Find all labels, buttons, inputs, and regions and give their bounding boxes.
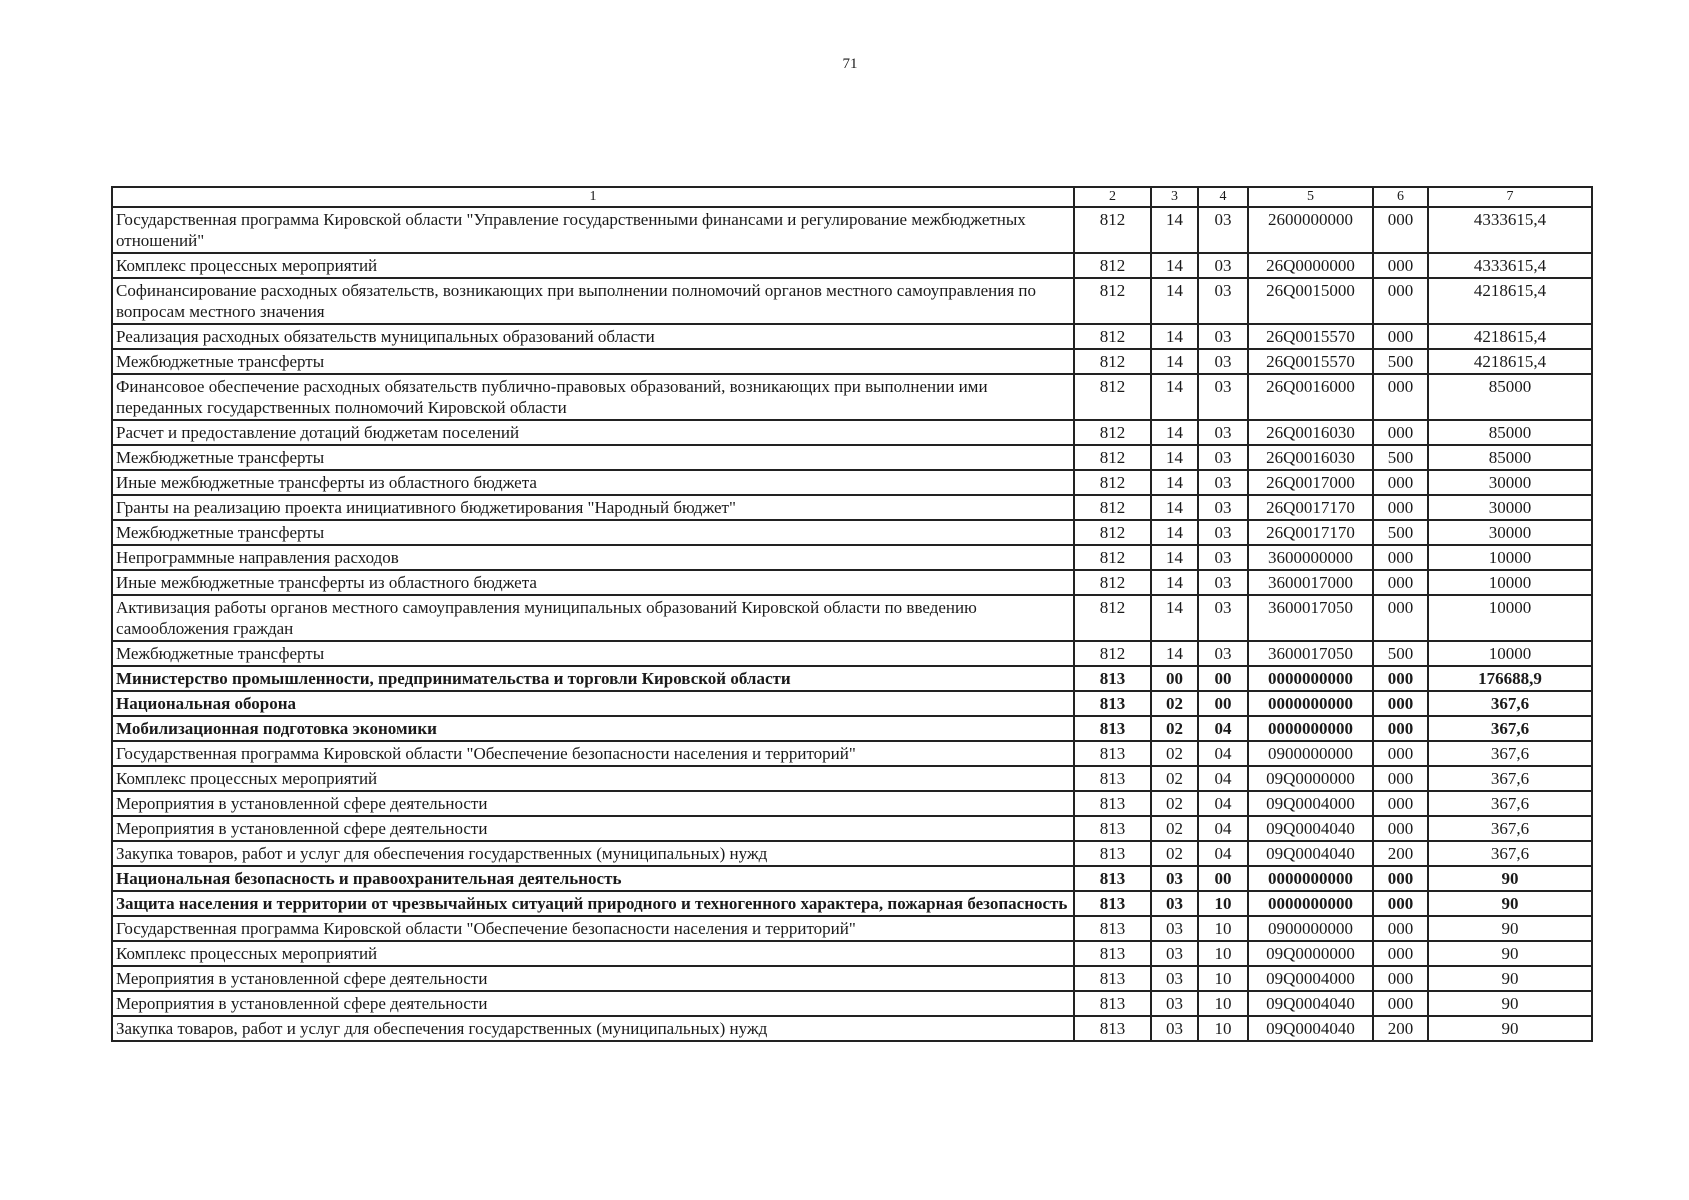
chapter-code-cell: 812: [1074, 420, 1151, 445]
target-article-cell: 3600017050: [1248, 595, 1373, 641]
chapter-code-cell: 812: [1074, 374, 1151, 420]
chapter-code-cell: 813: [1074, 916, 1151, 941]
subsection-code-cell: 03: [1198, 570, 1248, 595]
section-code-cell: 02: [1151, 691, 1198, 716]
row-name-cell: Государственная программа Кировской области "Управление государственными финансами и регулирование межбюджетных отношений": [112, 207, 1074, 253]
row-name-cell: Мероприятия в установленной сфере деятельности: [112, 991, 1074, 1016]
table-row: [112, 374, 1592, 420]
chapter-code-cell: 812: [1074, 324, 1151, 349]
subsection-code-cell: 10: [1198, 916, 1248, 941]
section-code-cell: 14: [1151, 570, 1198, 595]
target-article-cell: 26Q0015570: [1248, 324, 1373, 349]
subsection-code-cell: 10: [1198, 941, 1248, 966]
table-row: [112, 991, 1592, 1016]
amount-cell: 4218615,4: [1428, 349, 1592, 374]
section-code-cell: 03: [1151, 866, 1198, 891]
table-row: [112, 816, 1592, 841]
section-code-cell: 03: [1151, 966, 1198, 991]
target-article-cell: 26Q0016030: [1248, 445, 1373, 470]
table-row: [112, 766, 1592, 791]
row-name-cell: Реализация расходных обязательств муниципальных образований области: [112, 324, 1074, 349]
expense-type-cell: 000: [1373, 716, 1428, 741]
subsection-code-cell: 03: [1198, 595, 1248, 641]
subsection-code-cell: 00: [1198, 866, 1248, 891]
header-cell: 1: [112, 187, 1074, 207]
expense-type-cell: 500: [1373, 349, 1428, 374]
chapter-code-cell: 813: [1074, 766, 1151, 791]
table-row: [112, 891, 1592, 916]
subsection-code-cell: 03: [1198, 470, 1248, 495]
section-code-cell: 02: [1151, 716, 1198, 741]
row-name-cell: Закупка товаров, работ и услуг для обеспечения государственных (муниципальных) нужд: [112, 841, 1074, 866]
target-article-cell: 26Q0017000: [1248, 470, 1373, 495]
chapter-code-cell: 813: [1074, 691, 1151, 716]
expense-type-cell: 000: [1373, 207, 1428, 253]
section-code-cell: 14: [1151, 374, 1198, 420]
table-row: [112, 520, 1592, 545]
target-article-cell: 0000000000: [1248, 891, 1373, 916]
table-row: [112, 941, 1592, 966]
header-row: [112, 187, 1592, 207]
subsection-code-cell: 03: [1198, 374, 1248, 420]
section-code-cell: 03: [1151, 916, 1198, 941]
table-row: [112, 666, 1592, 691]
row-name-cell: Непрограммные направления расходов: [112, 545, 1074, 570]
section-code-cell: 14: [1151, 420, 1198, 445]
section-code-cell: 14: [1151, 324, 1198, 349]
expense-type-cell: 000: [1373, 374, 1428, 420]
table-row: [112, 278, 1592, 324]
amount-cell: 90: [1428, 916, 1592, 941]
table-row: [112, 470, 1592, 495]
section-code-cell: 02: [1151, 841, 1198, 866]
subsection-code-cell: 04: [1198, 841, 1248, 866]
expense-type-cell: 500: [1373, 641, 1428, 666]
amount-cell: 90: [1428, 966, 1592, 991]
target-article-cell: 26Q0016000: [1248, 374, 1373, 420]
table-row: [112, 495, 1592, 520]
chapter-code-cell: 813: [1074, 791, 1151, 816]
amount-cell: 30000: [1428, 470, 1592, 495]
expense-type-cell: 000: [1373, 470, 1428, 495]
header-cell: 4: [1198, 187, 1248, 207]
target-article-cell: 09Q0004040: [1248, 991, 1373, 1016]
target-article-cell: 26Q0015000: [1248, 278, 1373, 324]
expense-type-cell: 000: [1373, 420, 1428, 445]
target-article-cell: 0000000000: [1248, 716, 1373, 741]
budget-table: [111, 186, 1593, 1042]
section-code-cell: 14: [1151, 207, 1198, 253]
target-article-cell: 09Q0004000: [1248, 966, 1373, 991]
row-name-cell: Финансовое обеспечение расходных обязательств публично-правовых образований, возникающих при выполнении ими переданных государственных полномочий Кировской области: [112, 374, 1074, 420]
row-name-cell: Защита населения и территории от чрезвычайных ситуаций природного и техногенного характера, пожарная безопасность: [112, 891, 1074, 916]
amount-cell: 367,6: [1428, 816, 1592, 841]
header-cell: 6: [1373, 187, 1428, 207]
chapter-code-cell: 813: [1074, 1016, 1151, 1041]
target-article-cell: 0000000000: [1248, 691, 1373, 716]
amount-cell: 90: [1428, 991, 1592, 1016]
subsection-code-cell: 03: [1198, 207, 1248, 253]
table-row: [112, 207, 1592, 253]
row-name-cell: Активизация работы органов местного самоуправления муниципальных образований Кировской области по введению самообложения граждан: [112, 595, 1074, 641]
amount-cell: 90: [1428, 866, 1592, 891]
table-row: [112, 641, 1592, 666]
subsection-code-cell: 10: [1198, 1016, 1248, 1041]
subsection-code-cell: 03: [1198, 495, 1248, 520]
expense-type-cell: 000: [1373, 545, 1428, 570]
chapter-code-cell: 812: [1074, 253, 1151, 278]
chapter-code-cell: 812: [1074, 495, 1151, 520]
subsection-code-cell: 04: [1198, 816, 1248, 841]
section-code-cell: 14: [1151, 641, 1198, 666]
amount-cell: 85000: [1428, 374, 1592, 420]
section-code-cell: 14: [1151, 495, 1198, 520]
table-row: [112, 324, 1592, 349]
row-name-cell: Государственная программа Кировской области "Обеспечение безопасности населения и территорий": [112, 741, 1074, 766]
amount-cell: 30000: [1428, 495, 1592, 520]
page-number: 71: [842, 56, 858, 72]
row-name-cell: Комплекс процессных мероприятий: [112, 766, 1074, 791]
table-row: [112, 691, 1592, 716]
expense-type-cell: 000: [1373, 891, 1428, 916]
amount-cell: 10000: [1428, 641, 1592, 666]
expense-type-cell: 200: [1373, 1016, 1428, 1041]
chapter-code-cell: 813: [1074, 716, 1151, 741]
section-code-cell: 14: [1151, 470, 1198, 495]
amount-cell: 10000: [1428, 570, 1592, 595]
section-code-cell: 03: [1151, 1016, 1198, 1041]
row-name-cell: Межбюджетные трансферты: [112, 445, 1074, 470]
amount-cell: 90: [1428, 891, 1592, 916]
table-row: [112, 595, 1592, 641]
section-code-cell: 03: [1151, 891, 1198, 916]
amount-cell: 4218615,4: [1428, 324, 1592, 349]
row-name-cell: Закупка товаров, работ и услуг для обеспечения государственных (муниципальных) нужд: [112, 1016, 1074, 1041]
row-name-cell: Гранты на реализацию проекта инициативного бюджетирования "Народный бюджет": [112, 495, 1074, 520]
table-row: [112, 791, 1592, 816]
amount-cell: 10000: [1428, 595, 1592, 641]
amount-cell: 4333615,4: [1428, 253, 1592, 278]
table-row: [112, 866, 1592, 891]
row-name-cell: Министерство промышленности, предпринимательства и торговли Кировской области: [112, 666, 1074, 691]
section-code-cell: 14: [1151, 595, 1198, 641]
amount-cell: 90: [1428, 1016, 1592, 1041]
header-cell: 2: [1074, 187, 1151, 207]
target-article-cell: 3600000000: [1248, 545, 1373, 570]
header-cell: 7: [1428, 187, 1592, 207]
expense-type-cell: 000: [1373, 791, 1428, 816]
table-row: [112, 570, 1592, 595]
subsection-code-cell: 03: [1198, 445, 1248, 470]
row-name-cell: Государственная программа Кировской области "Обеспечение безопасности населения и территорий": [112, 916, 1074, 941]
row-name-cell: Иные межбюджетные трансферты из областного бюджета: [112, 570, 1074, 595]
target-article-cell: 09Q0000000: [1248, 941, 1373, 966]
subsection-code-cell: 04: [1198, 741, 1248, 766]
row-name-cell: Национальная безопасность и правоохранительная деятельность: [112, 866, 1074, 891]
table-row: [112, 253, 1592, 278]
target-article-cell: 26Q0017170: [1248, 495, 1373, 520]
chapter-code-cell: 813: [1074, 866, 1151, 891]
row-name-cell: Комплекс процессных мероприятий: [112, 941, 1074, 966]
expense-type-cell: 000: [1373, 666, 1428, 691]
subsection-code-cell: 03: [1198, 420, 1248, 445]
subsection-code-cell: 03: [1198, 349, 1248, 374]
amount-cell: 176688,9: [1428, 666, 1592, 691]
section-code-cell: 02: [1151, 816, 1198, 841]
expense-type-cell: 000: [1373, 570, 1428, 595]
target-article-cell: 09Q0004040: [1248, 816, 1373, 841]
subsection-code-cell: 00: [1198, 666, 1248, 691]
subsection-code-cell: 10: [1198, 966, 1248, 991]
expense-type-cell: 000: [1373, 816, 1428, 841]
chapter-code-cell: 813: [1074, 991, 1151, 1016]
chapter-code-cell: 812: [1074, 570, 1151, 595]
chapter-code-cell: 812: [1074, 520, 1151, 545]
amount-cell: 367,6: [1428, 791, 1592, 816]
amount-cell: 367,6: [1428, 841, 1592, 866]
subsection-code-cell: 10: [1198, 891, 1248, 916]
expense-type-cell: 000: [1373, 966, 1428, 991]
target-article-cell: 26Q0015570: [1248, 349, 1373, 374]
chapter-code-cell: 813: [1074, 841, 1151, 866]
expense-type-cell: 000: [1373, 941, 1428, 966]
amount-cell: 367,6: [1428, 716, 1592, 741]
target-article-cell: 09Q0000000: [1248, 766, 1373, 791]
chapter-code-cell: 812: [1074, 595, 1151, 641]
subsection-code-cell: 03: [1198, 253, 1248, 278]
amount-cell: 90: [1428, 941, 1592, 966]
subsection-code-cell: 03: [1198, 278, 1248, 324]
expense-type-cell: 000: [1373, 766, 1428, 791]
section-code-cell: 00: [1151, 666, 1198, 691]
amount-cell: 4333615,4: [1428, 207, 1592, 253]
chapter-code-cell: 813: [1074, 741, 1151, 766]
row-name-cell: Мероприятия в установленной сфере деятельности: [112, 791, 1074, 816]
row-name-cell: Межбюджетные трансферты: [112, 520, 1074, 545]
section-code-cell: 02: [1151, 766, 1198, 791]
expense-type-cell: 000: [1373, 595, 1428, 641]
expense-type-cell: 000: [1373, 866, 1428, 891]
target-article-cell: 09Q0004040: [1248, 1016, 1373, 1041]
amount-cell: 367,6: [1428, 766, 1592, 791]
subsection-code-cell: 04: [1198, 766, 1248, 791]
section-code-cell: 02: [1151, 741, 1198, 766]
subsection-code-cell: 00: [1198, 691, 1248, 716]
row-name-cell: Мероприятия в установленной сфере деятельности: [112, 966, 1074, 991]
row-name-cell: Межбюджетные трансферты: [112, 349, 1074, 374]
chapter-code-cell: 813: [1074, 816, 1151, 841]
expense-type-cell: 000: [1373, 991, 1428, 1016]
table-row: [112, 716, 1592, 741]
table-row: [112, 1016, 1592, 1041]
chapter-code-cell: 813: [1074, 666, 1151, 691]
target-article-cell: 09Q0004040: [1248, 841, 1373, 866]
subsection-code-cell: 03: [1198, 641, 1248, 666]
expense-type-cell: 500: [1373, 520, 1428, 545]
section-code-cell: 03: [1151, 991, 1198, 1016]
chapter-code-cell: 812: [1074, 470, 1151, 495]
header-cell: 5: [1248, 187, 1373, 207]
chapter-code-cell: 813: [1074, 891, 1151, 916]
amount-cell: 85000: [1428, 445, 1592, 470]
target-article-cell: 26Q0017170: [1248, 520, 1373, 545]
table-row: [112, 966, 1592, 991]
subsection-code-cell: 03: [1198, 545, 1248, 570]
amount-cell: 367,6: [1428, 691, 1592, 716]
section-code-cell: 14: [1151, 545, 1198, 570]
expense-type-cell: 200: [1373, 841, 1428, 866]
row-name-cell: Мероприятия в установленной сфере деятельности: [112, 816, 1074, 841]
chapter-code-cell: 812: [1074, 641, 1151, 666]
expense-type-cell: 500: [1373, 445, 1428, 470]
subsection-code-cell: 03: [1198, 324, 1248, 349]
chapter-code-cell: 812: [1074, 445, 1151, 470]
expense-type-cell: 000: [1373, 495, 1428, 520]
chapter-code-cell: 812: [1074, 278, 1151, 324]
row-name-cell: Софинансирование расходных обязательств, возникающих при выполнении полномочий органов местного самоуправления по вопросам местного значения: [112, 278, 1074, 324]
header-cell: 3: [1151, 187, 1198, 207]
section-code-cell: 14: [1151, 349, 1198, 374]
section-code-cell: 14: [1151, 253, 1198, 278]
target-article-cell: 0000000000: [1248, 666, 1373, 691]
amount-cell: 4218615,4: [1428, 278, 1592, 324]
subsection-code-cell: 04: [1198, 716, 1248, 741]
row-name-cell: Расчет и предоставление дотаций бюджетам поселений: [112, 420, 1074, 445]
target-article-cell: 0900000000: [1248, 741, 1373, 766]
target-article-cell: 3600017050: [1248, 641, 1373, 666]
subsection-code-cell: 04: [1198, 791, 1248, 816]
expense-type-cell: 000: [1373, 278, 1428, 324]
subsection-code-cell: 03: [1198, 520, 1248, 545]
chapter-code-cell: 813: [1074, 941, 1151, 966]
target-article-cell: 2600000000: [1248, 207, 1373, 253]
target-article-cell: 3600017000: [1248, 570, 1373, 595]
table-row: [112, 445, 1592, 470]
table-row: [112, 916, 1592, 941]
amount-cell: 10000: [1428, 545, 1592, 570]
chapter-code-cell: 812: [1074, 207, 1151, 253]
table-row: [112, 349, 1592, 374]
section-code-cell: 14: [1151, 278, 1198, 324]
amount-cell: 30000: [1428, 520, 1592, 545]
expense-type-cell: 000: [1373, 691, 1428, 716]
target-article-cell: 26Q0016030: [1248, 420, 1373, 445]
chapter-code-cell: 813: [1074, 966, 1151, 991]
amount-cell: 85000: [1428, 420, 1592, 445]
expense-type-cell: 000: [1373, 741, 1428, 766]
expense-type-cell: 000: [1373, 916, 1428, 941]
amount-cell: 367,6: [1428, 741, 1592, 766]
table-row: [112, 841, 1592, 866]
row-name-cell: Иные межбюджетные трансферты из областного бюджета: [112, 470, 1074, 495]
row-name-cell: Комплекс процессных мероприятий: [112, 253, 1074, 278]
subsection-code-cell: 10: [1198, 991, 1248, 1016]
section-code-cell: 14: [1151, 445, 1198, 470]
table-row: [112, 741, 1592, 766]
row-name-cell: Мобилизационная подготовка экономики: [112, 716, 1074, 741]
table-row: [112, 420, 1592, 445]
chapter-code-cell: 812: [1074, 349, 1151, 374]
target-article-cell: 0900000000: [1248, 916, 1373, 941]
target-article-cell: 0000000000: [1248, 866, 1373, 891]
chapter-code-cell: 812: [1074, 545, 1151, 570]
target-article-cell: 09Q0004000: [1248, 791, 1373, 816]
row-name-cell: Национальная оборона: [112, 691, 1074, 716]
target-article-cell: 26Q0000000: [1248, 253, 1373, 278]
row-name-cell: Межбюджетные трансферты: [112, 641, 1074, 666]
table-row: [112, 545, 1592, 570]
section-code-cell: 02: [1151, 791, 1198, 816]
section-code-cell: 14: [1151, 520, 1198, 545]
expense-type-cell: 000: [1373, 324, 1428, 349]
expense-type-cell: 000: [1373, 253, 1428, 278]
section-code-cell: 03: [1151, 941, 1198, 966]
